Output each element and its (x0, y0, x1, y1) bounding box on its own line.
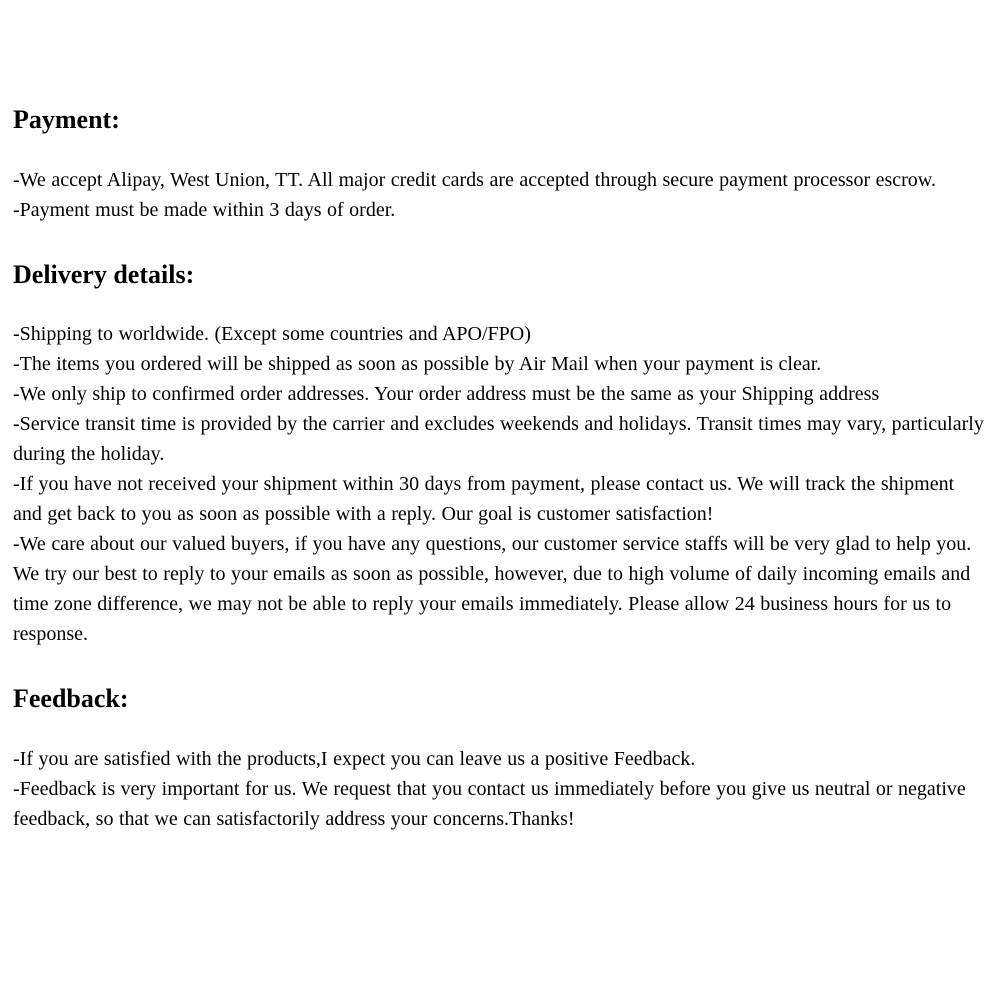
section-feedback (13, 685, 987, 834)
bullet-line: -Payment must be made within 3 days of order. (13, 198, 396, 221)
section-heading-delivery-details: Delivery details: (13, 259, 195, 289)
section-heading-payment: Payment: (13, 105, 120, 134)
bullet-line: -Feedback is very important for us. We request that you contact us immediately before you give us neutral or negative feedback, so that we can satisfactorily address your concerns.Thanks! (13, 777, 966, 830)
section-payment (13, 106, 987, 225)
bullet-line: -If you are satisfied with the products,I expect you can leave us a positive Feedback. (13, 747, 696, 770)
section-body-payment (13, 165, 987, 225)
section-body-feedback (13, 744, 987, 834)
bullet-line: -We care about our valued buyers, if you have any questions, our customer service staffs will be very glad to help you. We try our best to reply to your emails as soon as possible, however, due to high volume of daily incoming emails and time zone difference, we may not be able to reply your emails immediately. Please allow 24 business hours for us to response. (13, 533, 972, 646)
bullet-line: -We accept Alipay, West Union, TT. All major credit cards are accepted through secure payment processor escrow. (13, 168, 936, 191)
bullet-line: -Shipping to worldwide. (Except some countries and APO/FPO) (13, 323, 531, 346)
bullet-line: -We only ship to confirmed order addresses. Your order address must be the same as your Shipping address (13, 383, 880, 406)
section-body-delivery-details (13, 319, 987, 649)
section-heading-feedback: Feedback: (13, 684, 129, 714)
section-delivery-details (13, 261, 987, 650)
bullet-line: -If you have not received your shipment within 30 days from payment, please contact us. We will track the shipment and get back to you as soon as possible with a reply. Our goal is customer satisfaction! (13, 473, 955, 526)
bullet-line: -Service transit time is provided by the carrier and excludes weekends and holidays. Transit times may vary, particularly during the holiday. (13, 413, 984, 466)
bullet-line: -The items you ordered will be shipped as soon as possible by Air Mail when your payment is clear. (13, 353, 822, 376)
